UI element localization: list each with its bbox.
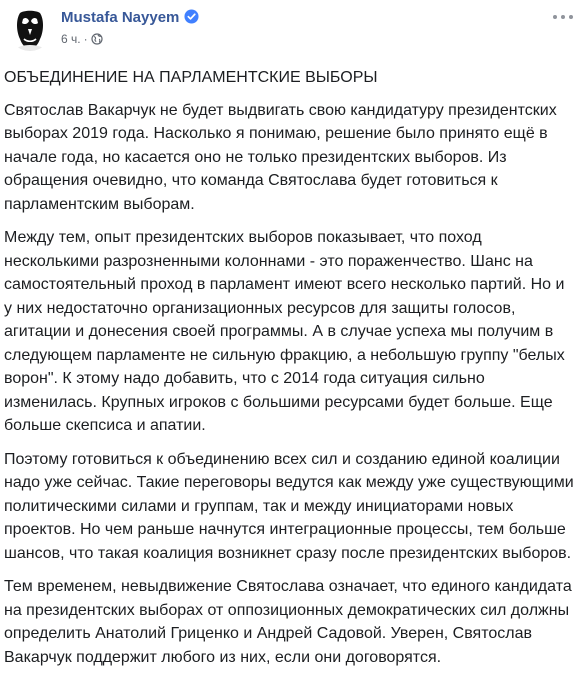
post-timestamp[interactable]: 6 ч. [61, 32, 81, 46]
author-name [61, 9, 199, 28]
more-dots-icon[interactable] [553, 12, 573, 24]
post-paragraph: Между тем, опыт президентских выборов показывает, что поход несколькими разрозненными колоннами - это пораженчество. Шанс на самостоятельный проход в парламент имеют всего несколько партий. Но и у них недостаточно организационных ресурсов для защиты голосов, агитации и донесения своей программы. А в случае успеха мы получим в следующем парламенте не сильную фракцию, а небольшую группу "белых ворон". К этому надо добавить, что с 2014 года ситуация сильно изменилась. Крупных игроков с большими ресурсами будет больше. Еще больше скепсиса и апатии. [4, 229, 565, 434]
verified-badge-icon[interactable] [184, 9, 199, 28]
author-name-link[interactable]: Mustafa Nayyem [61, 9, 180, 26]
post-body [4, 66, 576, 679]
avatar-mask-icon [8, 7, 52, 51]
post-paragraph: Тем временем, невыдвижение Святослава означает, что единого кандидата на президентских выборах от оппозиционных демократических сил должны определить Анатолий Гриценко и Андрей Садовой. Уверен, Святослав Вакарчук поддержит любого из них, если они договорятся. [4, 578, 572, 666]
post-paragraph: Поэтому готовиться к объединению всех сил и созданию единой коалиции надо уже сейчас. Такие переговоры ведутся как между уже существующими политическими силами и группам, так и между инициаторами новых проектов. Но чем раньше начнутся интеграционные процессы, тем больше шансов, что такая коалиция возникнет сразу после президентских выборов. [4, 450, 574, 562]
post-meta [61, 32, 103, 48]
avatar[interactable] [8, 7, 52, 51]
post-paragraph: Святослав Вакарчук не будет выдвигать свою кандидатуру президентских выборах 2019 года. Насколько я понимаю, решение было принято ещё в начале года, но касается оно не только президентских выборов. Из обращения очевидно, что команда Святослава будет готовиться к парламентским выборам. [4, 101, 557, 213]
meta-separator: · [83, 32, 88, 46]
post-heading: ОБЪЕДИНЕНИЕ НА ПАРЛАМЕНТСКИЕ ВЫБОРЫ [4, 69, 378, 86]
globe-icon[interactable] [91, 33, 103, 48]
